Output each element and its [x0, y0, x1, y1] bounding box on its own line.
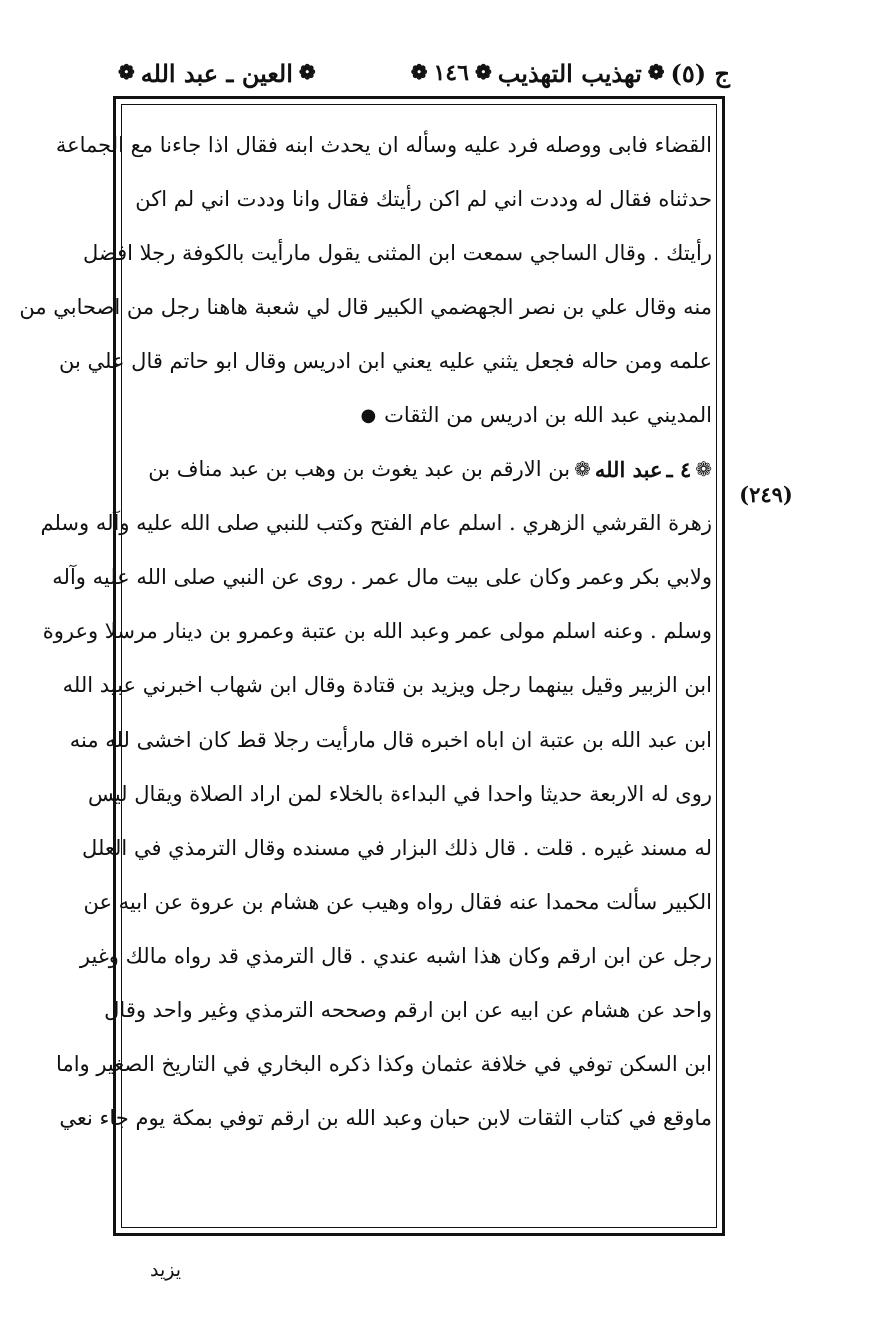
flower-ornament-icon: ❁ — [298, 60, 316, 84]
entry-number: ٤ ـ — [666, 457, 692, 483]
entry-heading-line — [130, 443, 712, 497]
end-dot-icon: ● — [360, 404, 377, 426]
text-line: واحد عن هشام عن ابيه عن ابن ارقم وصححه الترمذي وغير واحد وقال — [104, 998, 712, 1023]
text-line: له مسند غيره . قلت . قال ذلك البزار في مسنده وقال الترمذي في العلل — [82, 835, 712, 860]
text-line: زهرة القرشي الزهري . اسلم عام الفتح وكتب للنبي صلى الله عليه وآله وسلم — [40, 511, 712, 536]
text-line: ماوقع في كتاب الثقات لابن حبان وعبد الله بن ارقم توفي بمكة يوم جاء نعي — [59, 1106, 712, 1131]
header-left — [118, 59, 316, 88]
page-number: ١٤٦ — [433, 60, 469, 86]
flower-ornament-icon: ❁ — [474, 60, 492, 84]
entry-name: عبد الله — [594, 457, 663, 483]
text-line: روى له الاربعة حديثا واحدا في البداءة بالخلاء لمن اراد الصلاة ويقال ليس — [88, 781, 712, 806]
text-line: الكبير سألت محمدا عنه فقال رواه وهيب عن هشام بن عروة عن ابيه عن — [83, 889, 712, 914]
section-title: العين ـ عبد الله — [140, 58, 293, 88]
text-line: حدثناه فقال له وددت اني لم اكن رأيتك فقال وانا وددت اني لم اكن — [135, 186, 712, 211]
flower-ornament-icon: ❁ — [647, 60, 665, 84]
volume-label: ج (٥) — [670, 58, 730, 88]
text-line: علمه ومن حاله فجعل يثني عليه يعني ابن ادريس وقال ابو حاتم قال علي بن — [59, 348, 712, 373]
book-title: تهذيب التهذيب — [497, 58, 642, 88]
text-line-last-of-entry — [130, 388, 712, 442]
flower-ornament-icon: ❁ — [410, 60, 428, 84]
text-line: ابن السكن توفي في خلافة عثمان وكذا ذكره البخاري في التاريخ الصغير واما — [56, 1052, 712, 1077]
text-line: ابن عبد الله بن عتبة ان اباه اخبره قال مارأيت رجلا قط كان اخشى لله منه — [69, 727, 712, 752]
entry-lineage: بن الارقم بن عبد يغوث بن وهب بن عبد مناف بن — [148, 457, 571, 482]
body-text — [19, 118, 712, 1146]
text-line: القضاء فابى ووصله فرد عليه وسأله ان يحدث ابنه فقال اذا جاءنا مع الجماعة — [55, 132, 712, 157]
catchword: يزيد — [150, 1259, 182, 1281]
flower-ornament-icon: ❁ — [118, 60, 135, 84]
running-header — [118, 52, 730, 94]
header-right — [411, 59, 730, 88]
text-line: ولابي بكر وعمر وكان على بيت مال عمر . روى عن النبي صلى الله عليه وآله — [52, 565, 712, 590]
text-line: وسلم . وعنه اسلم مولى عمر وعبد الله بن عتبة وعمرو بن دينار مرسلا وعروة — [42, 619, 712, 644]
entry-margin-number: (٢٤٩) — [739, 482, 793, 507]
flower-ornament-icon: ❁ — [574, 456, 591, 481]
text-line: منه وقال علي بن نصر الجهضمي الكبير قال لي شعبة هاهنا رجل من اصحابي من — [19, 294, 712, 319]
text-line: ابن الزبير وقيل بينهما رجل ويزيد بن قتادة وقال ابن شهاب اخبرني عبيد الله — [62, 673, 712, 698]
text-line: رجل عن ابن ارقم وكان هذا اشبه عندي . قال الترمذي قد رواه مالك وغير — [79, 943, 712, 968]
text-line-content: المديني عبد الله بن ادريس من الثقات — [384, 403, 712, 428]
text-line: رأيتك . وقال الساجي سمعت ابن المثنى يقول مارأيت بالكوفة رجلا افضل — [82, 240, 712, 265]
flower-ornament-icon: ❁ — [695, 456, 712, 481]
